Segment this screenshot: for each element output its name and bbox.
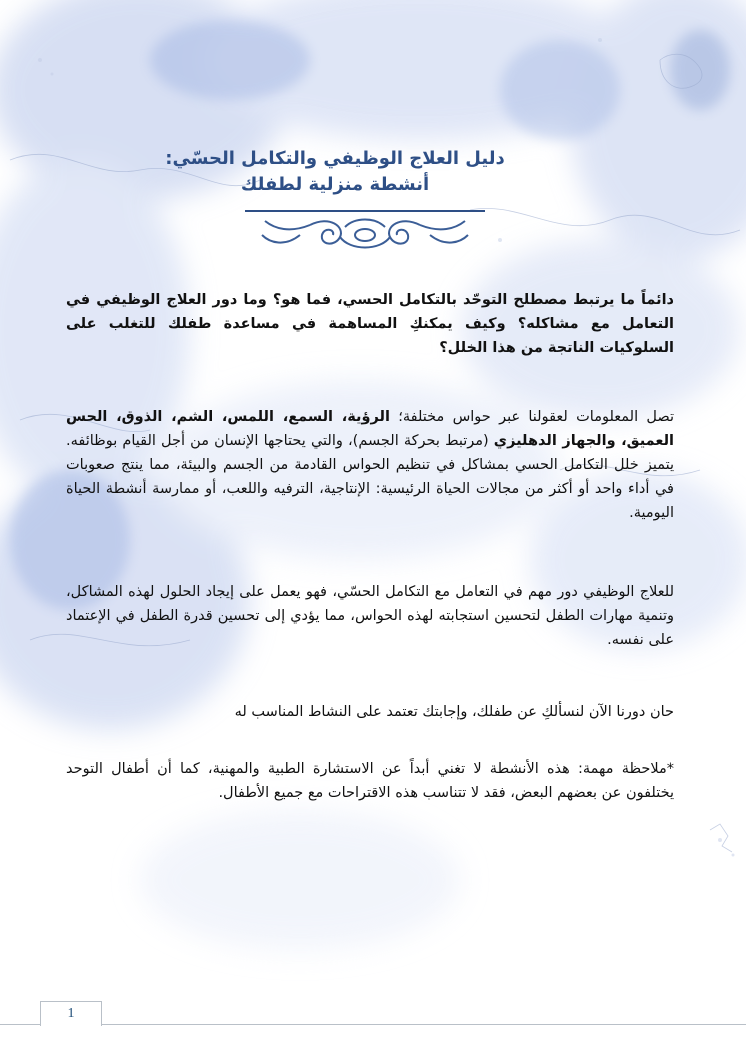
senses-paragraph: [66, 405, 674, 525]
question-paragraph: حان دورنا الآن لنسألكِ عن طفلك، وإجابتك تعتمد على النشاط المناسب له: [234, 704, 674, 720]
role-paragraph: للعلاج الوظيفي دور مهم في التعامل مع التكامل الحسّي، فهو يعمل على إيجاد الحلول لهذه المشاكل، وتنمية مهارات الطفل لتحسين استجابته لهذه الحواس، مما يؤدي إلى تحسين قدرة الطفل في الإعتماد على نفسه.: [66, 584, 674, 648]
footer-divider: [0, 1024, 746, 1025]
document-title: دليل العلاج الوظيفي والتكامل الحسّي:: [165, 148, 505, 169]
decorative-scroll-ornament: [240, 205, 490, 261]
page-number: 1: [40, 1001, 102, 1026]
document-subtitle: أنشطة منزلية لطفلك: [240, 174, 430, 195]
senses-list-bold: الرؤية، السمع، اللمس، الشم، الذوق، الحس العميق، والجهاز الدهليزي: [66, 409, 674, 449]
important-note-paragraph: *ملاحظة مهمة: هذه الأنشطة لا تغني أبداً عن الاستشارة الطبية والمهنية، كما أن أطفال التوحد يختلفون عن بعضهم البعض، فقد لا تتناسب هذه الاقتراحات مع جميع الأطفال.: [66, 761, 674, 801]
senses-text-part1: تصل المعلومات لعقولنا عبر حواس مختلفة؛: [389, 409, 674, 425]
senses-text-part2: (مرتبط بحركة الجسم)، والتي يحتاجها الإنسان من أجل القيام بوظائفه. يتميز خلل التكامل الحسي بمشاكل في تنظيم الحواس القادمة من الجسم والبيئة، مما ينتج صعوبات في أداء واحد أو أكثر من مجالات الحياة الرئيسية: الإنتاجية، الترفيه واللعب، أو ممارسة أنشطة الحياة اليومية.: [66, 433, 674, 521]
intro-paragraph: دائماً ما يرتبط مصطلح التوحّد بالتكامل الحسي، فما هو؟ وما دور العلاج الوظيفي في التعامل مع مشاكله؟ وكيف يمكنكِ المساهمة في مساعدة طفلك للتغلب على السلوكيات الناتجة من هذا الخلل؟: [66, 292, 674, 356]
